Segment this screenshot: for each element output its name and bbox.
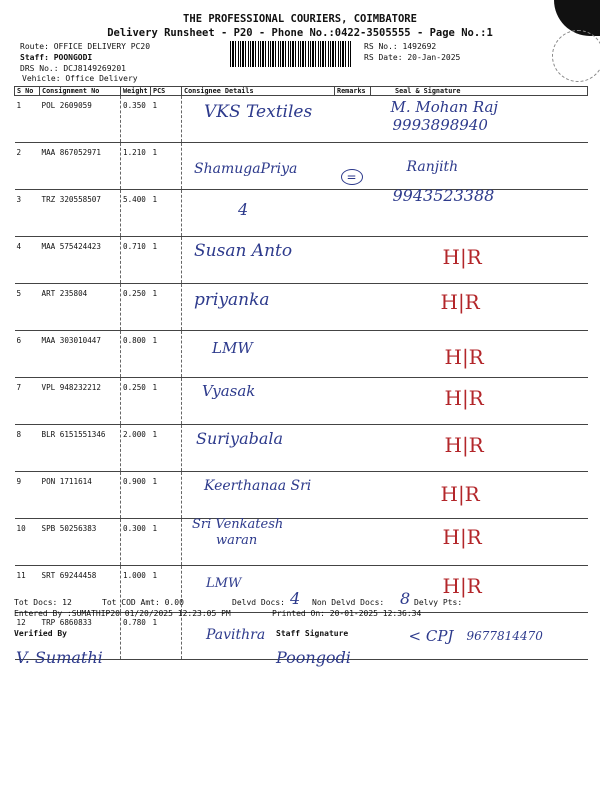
row-sno: 7 <box>15 378 40 425</box>
consignee-handwriting: LMW <box>206 576 242 591</box>
seal-hr-mark: H|R <box>444 433 484 457</box>
row-weight: 0.800 <box>121 331 151 378</box>
row-consignee <box>182 96 335 143</box>
table-row <box>15 378 588 425</box>
row-remarks <box>335 378 371 425</box>
table-row <box>15 190 588 237</box>
row-pcs: 1 <box>151 519 182 566</box>
tot-cod: Tot COD Amt: 0.00 <box>102 598 184 607</box>
remark-mark: = <box>341 169 363 185</box>
row-seal <box>371 378 588 425</box>
row-consignee <box>182 190 335 237</box>
table-header-row <box>15 87 588 96</box>
row-remarks <box>335 331 371 378</box>
route-label: Route: OFFICE DELIVERY PC20 <box>20 42 151 51</box>
row-sno: 10 <box>15 519 40 566</box>
entered-by: Entered By :SUMATHIP20 01/20/2025 12:23:05 PM <box>14 609 231 618</box>
row-sno: 5 <box>15 284 40 331</box>
col-remarks: Remarks <box>335 87 371 96</box>
delvd-docs-label: Delvd Docs: <box>232 598 285 607</box>
row-pcs: 1 <box>151 566 182 613</box>
row-consignment: SPB 50256383 <box>40 519 121 566</box>
seal-hr-mark: H|R <box>440 290 480 314</box>
runsheet-table <box>14 86 588 660</box>
row-sno: 1 <box>15 96 40 143</box>
non-delvd-docs-value: 8 <box>400 589 411 608</box>
table-row <box>15 96 588 143</box>
row-sno: 2 <box>15 143 40 190</box>
row-consignee <box>182 425 335 472</box>
consignee-handwriting: Sri Venkatesh <box>192 517 284 532</box>
seal-handwriting: < CPJ <box>408 627 454 645</box>
row-consignment: POL 2609059 <box>40 96 121 143</box>
row-seal <box>371 284 588 331</box>
row-pcs: 1 <box>151 237 182 284</box>
table-row <box>15 143 588 190</box>
consignee-handwriting: 4 <box>238 200 249 219</box>
table-row <box>15 566 588 613</box>
col-seal: Seal & Signature <box>371 87 588 96</box>
row-consignment: BLR 6151551346 <box>40 425 121 472</box>
row-weight: 0.250 <box>121 284 151 331</box>
row-pcs: 1 <box>151 472 182 519</box>
printed-on: Printed On: 20-01-2025 12:36:34 <box>272 609 422 618</box>
consignee-handwriting-line2: waran <box>216 533 258 548</box>
vehicle-label: Vehicle: Office Delivery <box>22 74 138 83</box>
row-consignee <box>182 472 335 519</box>
col-sno: S No <box>15 87 40 96</box>
consignee-handwriting: priyanka <box>194 290 270 310</box>
row-remarks <box>335 284 371 331</box>
row-consignee <box>182 284 335 331</box>
verified-by-label: Verified By <box>14 629 67 638</box>
row-consignee <box>182 519 335 566</box>
seal-hr-mark: H|R <box>440 482 480 506</box>
row-weight: 1.000 <box>121 566 151 613</box>
col-consignee: Consignee Details <box>182 87 335 96</box>
seal-hr-mark: H|R <box>444 345 484 369</box>
consignee-handwriting: Suriyabala <box>196 429 284 448</box>
row-consignment: VPL 948232212 <box>40 378 121 425</box>
row-pcs: 1 <box>151 378 182 425</box>
row-weight: 2.000 <box>121 425 151 472</box>
row-sno: 8 <box>15 425 40 472</box>
consignee-handwriting: VKS Textiles <box>204 102 313 122</box>
row-pcs: 1 <box>151 143 182 190</box>
seal-handwriting: M. Mohan Raj <box>390 98 499 116</box>
row-consignment: MAA 575424423 <box>40 237 121 284</box>
row-consignment: MAA 867052971 <box>40 143 121 190</box>
row-seal <box>371 186 588 237</box>
col-pcs: PCS <box>151 87 182 96</box>
row-remarks <box>335 143 371 190</box>
row-weight: 0.350 <box>121 96 151 143</box>
row-sno: 4 <box>15 237 40 284</box>
row-consignment: SRT 69244458 <box>40 566 121 613</box>
row-consignee <box>182 237 335 284</box>
consignee-handwriting: ShamugaPriya <box>194 161 298 177</box>
row-sno: 12 <box>15 613 40 660</box>
row-seal <box>371 472 588 519</box>
row-remarks <box>335 190 371 237</box>
delvy-pts-label: Delvy Pts: <box>414 598 463 607</box>
verified-signature: V. Sumathi <box>16 648 103 667</box>
row-consignee <box>182 378 335 425</box>
seal-hr-mark: H|R <box>442 574 482 598</box>
consignee-handwriting: Keerthanaa Sri <box>204 478 312 494</box>
row-pcs: 1 <box>151 190 182 237</box>
row-weight: 5.400 <box>121 190 151 237</box>
row-weight: 0.300 <box>121 519 151 566</box>
row-weight: 0.780 <box>121 613 151 660</box>
row-pcs: 1 <box>151 331 182 378</box>
seal-hr-mark: H|R <box>442 525 482 549</box>
row-consignment: MAA 303010447 <box>40 331 121 378</box>
row-remarks <box>335 96 371 143</box>
row-remarks <box>335 237 371 284</box>
row-sno: 6 <box>15 331 40 378</box>
row-weight: 0.900 <box>121 472 151 519</box>
consignee-handwriting: LMW <box>212 339 253 357</box>
row-remarks <box>335 519 371 566</box>
tot-docs: Tot Docs: 12 <box>14 598 72 607</box>
col-consignment: Consignment No <box>40 87 121 96</box>
table-row <box>15 472 588 519</box>
staff-label: Staff: POONGODI <box>20 53 93 62</box>
seal-hr-mark: H|R <box>444 386 484 410</box>
row-sno: 9 <box>15 472 40 519</box>
seal-phone: 9677814470 <box>466 629 543 643</box>
table-row <box>15 425 588 472</box>
row-consignment: TRZ 320558507 <box>40 190 121 237</box>
row-consignee <box>182 331 335 378</box>
row-weight: 0.250 <box>121 378 151 425</box>
rs-date-label: RS Date: 20-Jan-2025 <box>364 53 461 62</box>
delvd-docs-value: 4 <box>290 589 301 608</box>
seal-hr-mark: H|R <box>442 245 482 269</box>
col-weight: Weight <box>121 87 151 96</box>
consignee-handwriting: Vyasak <box>202 382 256 400</box>
table-row <box>15 331 588 378</box>
seal-phone: 9943523388 <box>392 186 495 205</box>
consignee-handwriting: Pavithra <box>206 627 266 643</box>
row-pcs: 1 <box>151 284 182 331</box>
row-pcs: 1 <box>151 96 182 143</box>
row-remarks <box>335 425 371 472</box>
consignee-handwriting: Susan Anto <box>194 241 293 261</box>
seal-handwriting: Ranjith <box>406 159 459 175</box>
row-weight: 0.710 <box>121 237 151 284</box>
rs-no-label: RS No.: 1492692 <box>364 42 437 51</box>
runsheet-subtitle: Delivery Runsheet - P20 - Phone No.:0422-3505555 - Page No.:1 <box>107 27 493 39</box>
row-consignment: ART 235804 <box>40 284 121 331</box>
table-row <box>15 237 588 284</box>
row-seal <box>371 331 588 378</box>
staff-signature: Poongodi <box>276 648 351 667</box>
staff-signature-label: Staff Signature <box>276 629 349 638</box>
row-seal <box>371 613 588 660</box>
non-delvd-docs-label: Non Delvd Docs: <box>312 598 385 607</box>
table-row <box>15 284 588 331</box>
row-seal <box>371 519 588 566</box>
table-row <box>15 519 588 566</box>
row-consignment: TRP 6860833 <box>40 613 121 660</box>
row-sno: 11 <box>15 566 40 613</box>
row-pcs: 1 <box>151 613 182 660</box>
row-weight: 1.210 <box>121 143 151 190</box>
row-seal <box>371 237 588 284</box>
seal-phone: 9993898940 <box>392 116 488 134</box>
company-title: THE PROFESSIONAL COURIERS, COIMBATORE <box>183 13 417 25</box>
row-consignment: PON 1711614 <box>40 472 121 519</box>
row-pcs: 1 <box>151 425 182 472</box>
barcode <box>230 41 352 67</box>
row-seal <box>371 425 588 472</box>
row-remarks <box>335 472 371 519</box>
row-sno: 3 <box>15 190 40 237</box>
row-seal <box>371 143 588 190</box>
row-seal <box>371 96 588 143</box>
row-consignee <box>182 143 335 190</box>
drs-label: DRS No.: DCJ8149269201 <box>20 64 126 73</box>
